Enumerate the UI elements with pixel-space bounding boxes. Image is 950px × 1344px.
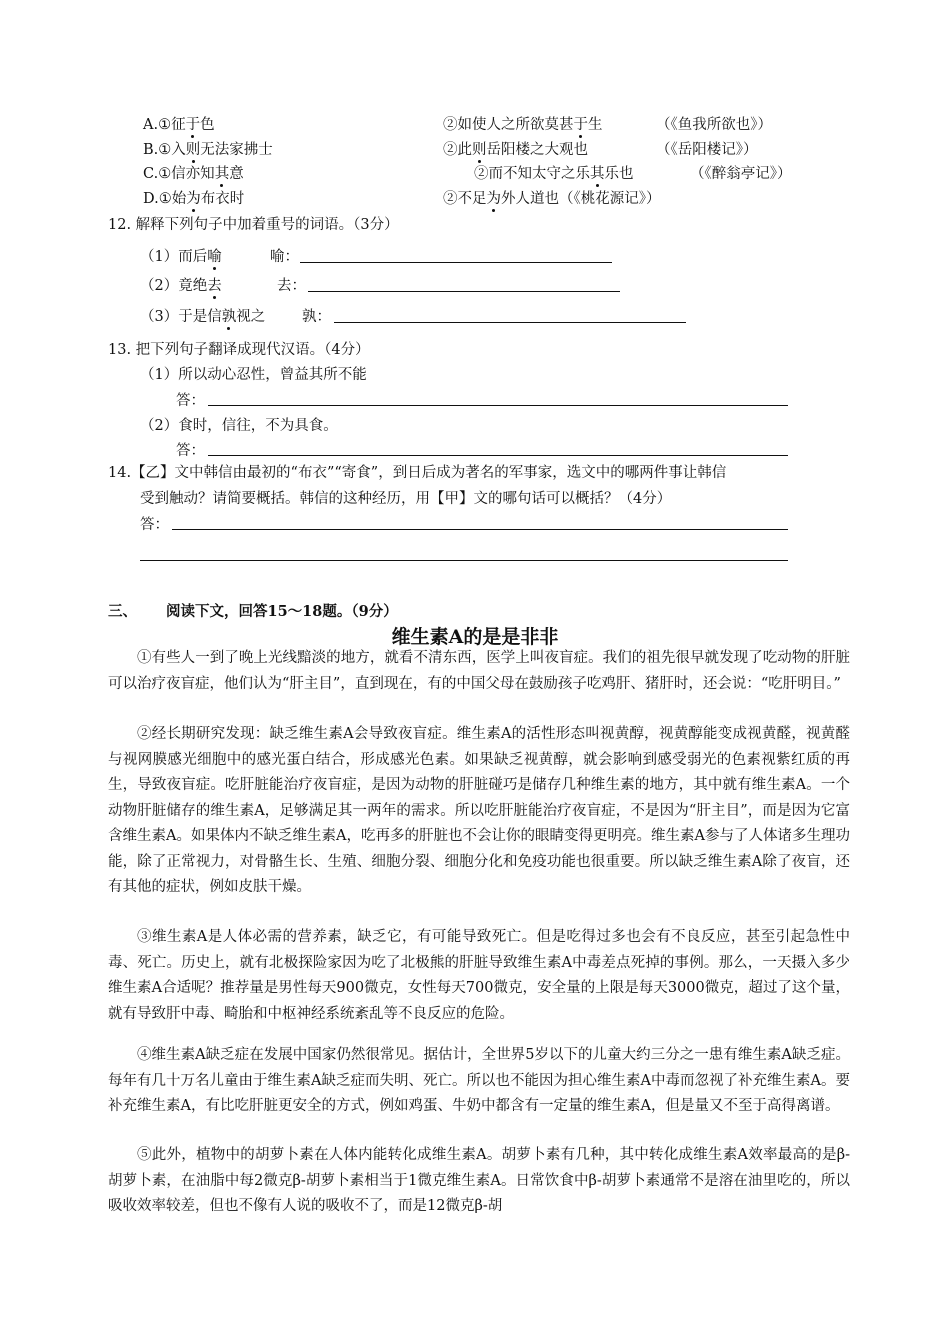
option-right-text: ②不足 [443,191,487,207]
option-left-text: 色 [200,117,215,133]
article-paragraph-5: ⑤此外，植物中的胡萝卜素在人体内能转化成维生素A。胡萝卜素有几种，其中转化成维生素A效率最高的是β-胡萝卜素，在油脂中每2微克β-胡萝卜素相当于1微克维生素A。日常饮食中β-胡萝卜素通常不是溶在油里吃的，所以吸收效率较差，但也不像有人说的吸收不了，而是12微克β-胡 [108,1147,850,1214]
option-left-text: ①征 [158,117,186,133]
q12-item-3 [140,305,265,326]
option-label: D. [143,191,159,207]
q11-option-source: （《醉翁亭记》） [690,166,792,182]
q13-stem: 13. 把下列句子翻译成现代汉语。（4分） [108,342,370,358]
q11-option-b [143,138,273,159]
option-right-text: 其 [590,166,605,182]
q14-line-1: 14.【乙】文中韩信由最初的“布衣”“寄食”，到日后成为著名的军事家，选文中的哪两件事让韩信 [108,465,727,481]
article-paragraph-3: ③维生素A是人体必需的营养素，缺乏它，有可能导致死亡。但是吃得过多也会有不良反应，甚至引起急性中毒、死亡。历史上，就有北极探险家因为吃了北极熊的肝脏导致维生素A中毒差点死掉的事例。那么，一天摄入多少维生素A合适呢？推荐量是男性每天900微克，女性每天700微克，安全量的上限是每天3000微克，超过了这个量，就有导致肝中毒、畸胎和中枢神经系统紊乱等不良反应的危险。 [108,929,850,1022]
option-source: （《桃花源记》） [559,191,661,207]
option-left-text: 意 [229,166,244,182]
option-right-text: 于 [573,117,588,133]
q11-option-source: （《鱼我所欲也》） [656,117,772,133]
article-paragraph-4: ④维生素A缺乏症在发展中国家仍然很常见。据估计，全世界5岁以下的儿童大约三分之一患有维生素A缺乏症。每年有几十万名儿童由于维生素A缺乏症而失明、死亡。所以也不能因为担心维生素A中毒而忽视了补充维生素A。要补充维生素A，有比吃肝脏更安全的方式，例如鸡蛋、牛奶中都含有一定量的维生素A，但是量又不至于高得离谱。 [108,1047,850,1114]
option-right-text: ②此 [443,142,472,158]
option-right-text: 乐也 [604,166,634,182]
q12-item-2 [140,274,222,295]
q11-option-d [143,187,244,208]
q11-option-right [443,138,588,159]
q11-option-right [443,113,603,134]
q11-option-right [443,187,661,208]
q12-answer-line-3[interactable] [334,322,686,323]
q12-word-2: 去： [277,278,306,294]
q11-option-right [474,162,634,183]
section3-heading: 阅读下文，回答15～18题。（9分） [166,603,398,620]
option-right-text: 为 [486,191,501,207]
q11-option-c [143,162,244,183]
q14-answer-label: 答： [140,517,169,533]
option-right-text: 则 [472,142,487,158]
option-left-text: ①始 [158,191,187,207]
option-right-text: 外人道也 [501,191,559,207]
q13-answer-label-1: 答： [176,393,205,409]
option-left-text: 布衣时 [200,191,245,207]
q11-option-source: （《岳阳楼记》） [656,142,758,158]
q14-answer-line-2[interactable] [140,560,788,561]
q12-stem: 12. 解释下列句子中加着重号的词语。（3分） [108,217,399,233]
q13-answer-line-1[interactable] [208,405,788,406]
option-left-text: 其 [214,166,230,182]
option-label: A. [143,117,159,133]
q12-word-3: 孰： [302,309,331,325]
option-left-text: ①信亦知 [158,166,215,182]
section3-number: 三、 [108,603,137,620]
option-label: B. [143,142,159,158]
q13-sentence-1: （1）所以动心忍性，曾益其所不能 [140,367,367,383]
article-title: 维生素A的是是非非 [391,626,559,648]
article-paragraph-2: ②经长期研究发现：缺乏维生素A会导致夜盲症。维生素A的活性形态叫视黄醇，视黄醇能变成视黄醛，视黄醛与视网膜感光细胞中的感光蛋白结合，形成感光色素。如果缺乏视黄醇，就会影响到感受弱光的色素视紫红质的再生，导致夜盲症。吃肝脏能治疗夜盲症，是因为动物的肝脏碰巧是储存几种维生素的地方，其中就有维生素A。一个动物肝脏储存的维生素A，足够满足其一两年的需求。所以吃肝脏能治疗夜盲症，不是因为“肝主目”，而是因为它富含维生素A。如果体内不缺乏维生素A，吃再多的肝脏也不会让你的眼睛变得更明亮。维生素A参与了人体诸多生理功能，除了正常视力，对骨骼生长、生殖、细胞分裂、细胞分化和免疫功能也很重要。所以缺乏维生素A除了夜盲，还有其他的症状，例如皮肤干燥。 [108,726,850,895]
q13-answer-line-2[interactable] [208,455,788,456]
q13-sentence-2: （2）食时，信往，不为具食。 [140,418,338,434]
q12-sentence-1: （1）而后喻 [140,249,222,265]
q12-sentence-2: （2）竟绝去 [140,278,222,294]
option-right-text: 生 [588,117,603,133]
q12-word-1: 喻： [270,249,299,265]
q12-answer-line-1[interactable] [300,262,612,263]
option-right-text: ②如使人之所欲莫甚 [443,117,574,133]
option-left-text: 为 [186,191,201,207]
option-right-text: 岳阳楼之大观也 [486,142,588,158]
q13-answer-label-2: 答： [176,443,205,459]
option-right-text: ②而不知太守之乐 [474,166,590,182]
q12-item-1 [140,245,222,266]
q12-answer-line-2[interactable] [308,291,620,292]
option-left-text: 无法家拂士 [200,142,273,158]
option-left-text: 于 [185,117,201,133]
option-label: C. [143,166,159,182]
article-paragraph-1: ①有些人一到了晚上光线黯淡的地方，就看不清东西，医学上叫夜盲症。我们的祖先很早就发现了吃动物的肝脏可以治疗夜盲症，他们认为“肝主目”，直到现在，有的中国父母在鼓励孩子吃鸡肝、猪肝时，还会说：“吃肝明目。” [108,650,850,692]
option-left-text: 则 [185,142,201,158]
option-left-text: ①入 [158,142,186,158]
q14-answer-line-1[interactable] [172,529,788,530]
q11-option-a [143,113,215,134]
q14-line-2: 受到触动？请简要概括。韩信的这种经历，用【甲】文的哪句话可以概括？（4分） [140,491,672,507]
q12-sentence-3: （3）于是信孰视之 [140,309,266,325]
